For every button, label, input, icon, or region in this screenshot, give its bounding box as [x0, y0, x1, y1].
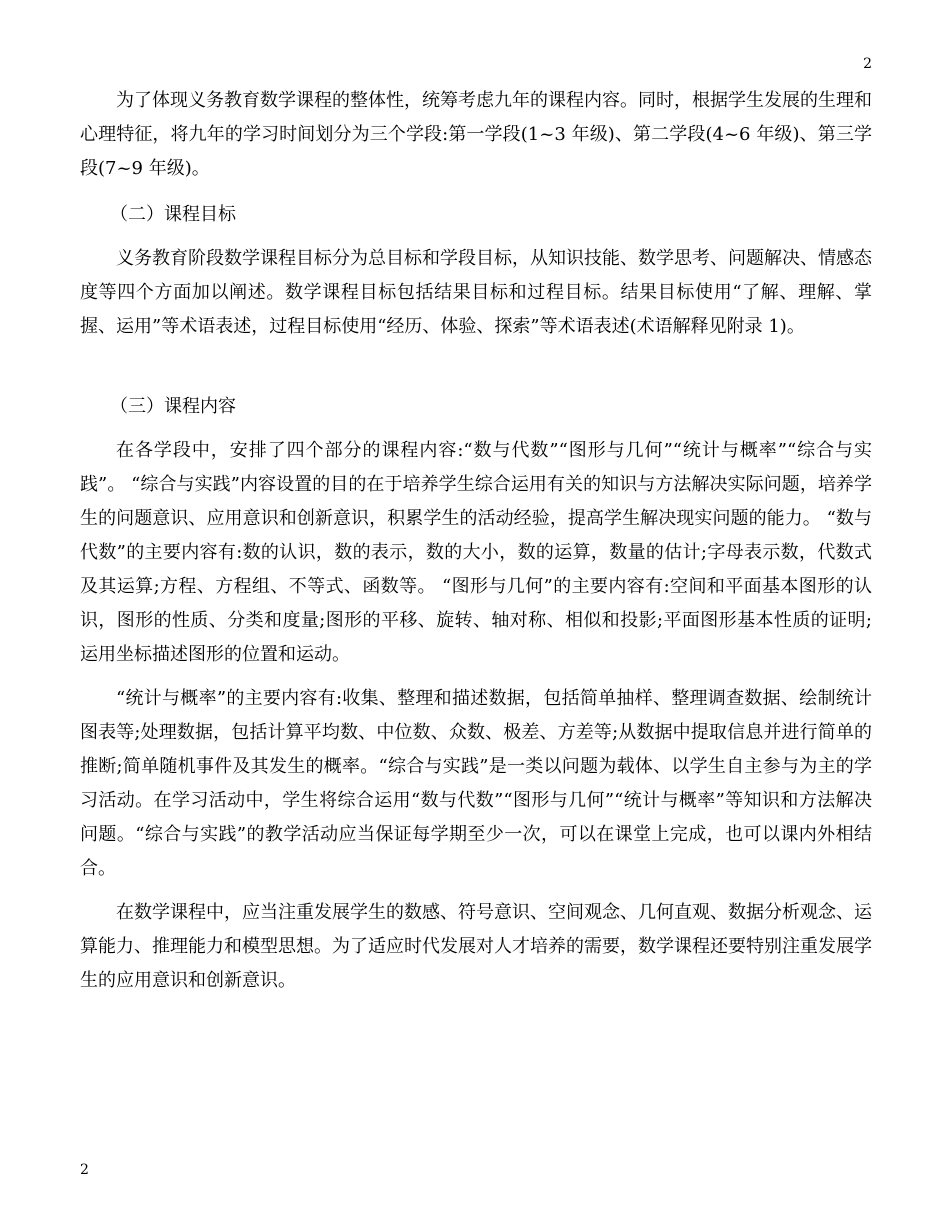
- document-body: [80, 84, 872, 998]
- paragraph-abilities: 在数学课程中，应当注重发展学生的数感、符号意识、空间观念、几何直观、数据分析观念、运算能力、推理能力和模型思想。为了适应时代发展对人才培养的需要，数学课程还要特别注重发展学生的应用意识和创新意识。: [80, 902, 872, 991]
- section-heading-goals: （二）课程目标: [110, 204, 236, 225]
- blank-line: [80, 344, 872, 378]
- section-heading-content: （三）课程内容: [110, 396, 236, 417]
- paragraph-overview: 为了体现义务教育数学课程的整体性，统筹考虑九年的课程内容。同时，根据学生发展的生理和心理特征，将九年的学习时间划分为三个学段:第一学段(1~3 年级)、第二学段(4~6 年级)、第三学段(7~9 年级)。: [80, 90, 872, 179]
- paragraph-statistics: “统计与概率”的主要内容有:收集、整理和描述数据，包括简单抽样、整理调查数据、绘制统计图表等;处理数据，包括计算平均数、中位数、众数、极差、方差等;从数据中提取信息并进行简单的推断;简单随机事件及其发生的概率。“综合与实践”是一类以问题为载体、以学生自主参与为主的学习活动。在学习活动中，学生将综合运用“数与代数”“图形与几何”“统计与概率”等知识和方法解决问题。“综合与实践”的教学活动应当保证每学期至少一次，可以在课堂上完成，也可以课内外相结合。: [80, 688, 872, 879]
- page-number-bottom: 2: [80, 1162, 89, 1178]
- page-number-top: 2: [863, 56, 872, 72]
- paragraph-content: 在各学段中，安排了四个部分的课程内容:“数与代数”“图形与几何”“统计与概率”“综合与实践”。 “综合与实践”内容设置的目的在于培养学生综合运用有关的知识与方法解决实际问题，培养学生的问题意识、应用意识和创新意识，积累学生的活动经验，提高学生解决现实问题的能力。 “数与代数”的主要内容有:数的认识，数的表示，数的大小，数的运算，数量的估计;字母表示数，代数式及其运算;方程、方程组、不等式、函数等。 “图形与几何”的主要内容有:空间和平面基本图形的认识，图形的性质、分类和度量;图形的平移、旋转、轴对称、相似和投影;平面图形基本性质的证明;运用坐标描述图形的位置和运动。: [80, 440, 872, 665]
- paragraph-goals: 义务教育阶段数学课程目标分为总目标和学段目标，从知识技能、数学思考、问题解决、情感态度等四个方面加以阐述。数学课程目标包括结果目标和过程目标。结果目标使用“了解、理解、掌握、运用”等术语表述，过程目标使用“经历、体验、探索”等术语表述(术语解释见附录 1)。: [80, 248, 872, 337]
